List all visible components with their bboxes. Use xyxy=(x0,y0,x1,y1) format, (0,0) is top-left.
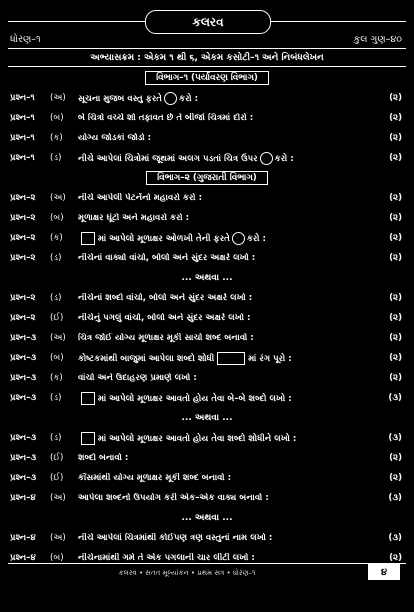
question-number: પ્રશ્ન–૨ xyxy=(10,253,36,263)
question-row xyxy=(8,88,406,108)
question-text-part: કરો : xyxy=(274,153,294,164)
syllabus-banner: અભ્યાસક્રમ : એકમ ૧ થી ૬, એકમ કસોટી–૧ અને નિબંધલેખન xyxy=(8,48,406,67)
question-row xyxy=(8,248,406,268)
or-label: ... અથવા ... xyxy=(181,513,233,523)
question-number: પ્રશ્ન–૪ xyxy=(10,553,36,563)
question-number: પ્રશ્ન–૨ xyxy=(10,313,36,323)
grade-label: ધોરણ–૧ xyxy=(10,34,41,45)
question-row xyxy=(8,488,406,508)
question-text-part: કોષ્ટકમાંથી બાજુમાં આપેલા શબ્દો શોધી xyxy=(78,353,215,364)
section-label: વિભાગ–૧ (પર્યાવરણ વિભાગ) xyxy=(145,71,269,85)
question-marks: (૨) xyxy=(389,373,402,383)
question-text xyxy=(78,352,376,365)
question-text-part: નીચે આપેલાં ચિત્રોમાં જૂથમાં અલગ પડતાં ચિત્ર ઉપર xyxy=(78,153,258,164)
question-number: પ્રશ્ન–૧ xyxy=(10,93,35,103)
question-number: પ્રશ્ન–૧ xyxy=(10,153,35,163)
sub-question-label: (બ) xyxy=(50,113,64,123)
sub-question-label: (ક) xyxy=(50,233,63,243)
question-text-part: મૂળાક્ષર ઘૂંટો અને મહાવરો કરો : xyxy=(78,213,190,223)
or-divider xyxy=(8,408,406,428)
question-marks: (૩) xyxy=(388,393,402,403)
question-row xyxy=(8,468,406,488)
question-text xyxy=(78,152,376,165)
question-marks: (૨) xyxy=(389,193,402,203)
question-number: પ્રશ્ન–૧ xyxy=(10,113,35,123)
question-text xyxy=(78,533,376,543)
question-marks: (૨) xyxy=(389,113,402,123)
sub-question-label: (ડ) xyxy=(50,153,62,163)
footer-text: કલરવ • સતત મૂલ્યાંકન • પ્રથમ સત્ર • ધોરણ–૧ xyxy=(118,569,256,577)
sub-question-label: (અ) xyxy=(50,493,66,503)
question-row xyxy=(8,108,406,128)
question-row xyxy=(8,148,406,168)
sub-question-label: (અ) xyxy=(50,533,66,543)
question-marks: (૨) xyxy=(389,353,402,363)
sub-question-label: (ઈ) xyxy=(50,453,64,463)
question-marks: (૨) xyxy=(389,253,402,263)
question-text xyxy=(78,293,376,303)
question-text-part: યોગ્ય જોડકાં જોડો : xyxy=(78,133,152,143)
question-text xyxy=(78,333,376,343)
question-row xyxy=(8,448,406,468)
question-row xyxy=(8,188,406,208)
question-number: પ્રશ્ન–૨ xyxy=(10,293,36,303)
box-symbol-icon xyxy=(217,352,245,365)
question-number: પ્રશ્ન–૩ xyxy=(10,373,37,383)
or-label: ... અથવા ... xyxy=(181,273,233,283)
question-text xyxy=(78,113,376,123)
question-text xyxy=(78,493,376,503)
sub-question-label: (અ) xyxy=(50,333,66,343)
question-text xyxy=(78,253,376,263)
or-divider xyxy=(8,268,406,288)
question-row xyxy=(8,388,406,408)
sub-question-label: (ડ) xyxy=(50,433,62,443)
question-text xyxy=(78,453,376,463)
section-heading xyxy=(8,168,406,188)
question-marks: (૨) xyxy=(389,333,402,343)
question-text xyxy=(78,373,376,383)
question-text xyxy=(78,193,376,203)
sub-question-label: (બ) xyxy=(50,213,64,223)
question-number: પ્રશ્ન–૩ xyxy=(10,473,37,483)
question-text-part: ચિત્ર જોઈ યોગ્ય મૂળાક્ષર મૂકી સાચો શબ્દ બનાવો : xyxy=(78,333,254,343)
question-number: પ્રશ્ન–૩ xyxy=(10,393,37,403)
question-text-part: કરો : xyxy=(246,233,266,244)
question-marks: (૨) xyxy=(389,293,402,303)
question-number: પ્રશ્ન–૩ xyxy=(10,453,37,463)
question-text-part: માં આપેલો મૂળાક્ષર આવતો હોય તેવા બે–બે શબ્દો લખો : xyxy=(98,393,292,404)
sub-question-label: (અ) xyxy=(50,193,66,203)
question-text xyxy=(78,232,376,245)
question-text xyxy=(78,392,376,405)
or-divider xyxy=(8,508,406,528)
circle-symbol-icon xyxy=(260,152,273,165)
question-text-part: નીચેનું પગલું વાંચો, બોલો અને સુંદર અક્ષરે લખો : xyxy=(78,313,251,323)
question-number: પ્રશ્ન–૩ xyxy=(10,433,37,443)
box-symbol-icon xyxy=(81,392,95,405)
question-number: પ્રશ્ન–૧ xyxy=(10,133,35,143)
box-symbol-icon xyxy=(81,432,95,445)
question-text xyxy=(78,553,376,563)
question-number: પ્રશ્ન–૨ xyxy=(10,213,36,223)
question-text xyxy=(78,213,376,223)
question-marks: (૨) xyxy=(389,233,402,243)
question-text-part: નીચે આપેલાં ચિત્રમાંથી કોઈપણ ત્રણ વસ્તુનાં નામ લખો : xyxy=(78,533,273,543)
question-text xyxy=(78,473,376,483)
worksheet-page xyxy=(8,6,406,606)
question-text-part: નીચે આપેલી પેટર્નનો મહાવરો કરો : xyxy=(78,193,203,203)
question-text-part: શબ્દો બનાવો : xyxy=(78,453,129,463)
question-marks: (૨) xyxy=(389,473,402,483)
question-text-part: સૂચના મુજબ વસ્તુ ફરતે xyxy=(78,93,162,104)
question-marks: (૨) xyxy=(389,213,402,223)
sub-question-label: (ક) xyxy=(50,133,63,143)
question-text-part: માં રંગ પૂરો : xyxy=(248,353,292,364)
question-row xyxy=(8,288,406,308)
section-label: વિભાગ–૨ (ગુજરાતી વિભાગ) xyxy=(146,171,268,185)
sub-question-label: (બ) xyxy=(50,353,64,363)
question-text-part: કૌંસમાંથી યોગ્ય મૂળાક્ષર મૂકી શબ્દ બનાવો : xyxy=(78,473,232,483)
book-title: કલરવ xyxy=(145,10,271,34)
question-row xyxy=(8,368,406,388)
question-row xyxy=(8,528,406,548)
question-text-part: માં આપેલો મૂળાક્ષર ઓળખી તેની ફરતે xyxy=(98,233,230,244)
question-marks: (૨) xyxy=(389,453,402,463)
question-marks: (૩) xyxy=(388,493,402,503)
question-text-part: બે ચિત્રો વચ્ચે શો તફાવત છે તે બીજાં ચિત્રમાં દોરો : xyxy=(78,113,254,123)
question-row xyxy=(8,548,406,568)
sub-question-label: (ડ) xyxy=(50,253,62,263)
question-text xyxy=(78,133,376,143)
question-text xyxy=(78,92,376,105)
question-text-part: માં આપેલો મૂળાક્ષર આવતો હોય તેવા શબ્દો શોધીને લખો : xyxy=(98,433,297,444)
question-marks: (૨) xyxy=(389,313,402,323)
question-text xyxy=(78,313,376,323)
sub-question-label: (ડ) xyxy=(50,393,62,403)
question-marks: (૨) xyxy=(389,93,402,103)
question-number: પ્રશ્ન–૩ xyxy=(10,333,37,343)
sub-question-label: (ઈ) xyxy=(50,313,64,323)
question-text-part: કરો : xyxy=(179,93,199,104)
question-text xyxy=(78,432,376,445)
question-row xyxy=(8,348,406,368)
question-text-part: નીચેનાં શબ્દો વાંચો, બોલો અને સુંદર અક્ષરે લખો : xyxy=(78,293,253,303)
question-number: પ્રશ્ન–૪ xyxy=(10,493,36,503)
total-marks-label: કુલ ગુણ–૪૦ xyxy=(353,34,402,45)
circle-symbol-icon xyxy=(164,92,177,105)
question-row xyxy=(8,228,406,248)
question-number: પ્રશ્ન–૨ xyxy=(10,233,36,243)
question-marks: (૩) xyxy=(388,533,402,543)
question-text-part: નીચેનામાંથી ગમે તે એક પગલાની ચાર લીટી લખો : xyxy=(78,553,255,563)
question-marks: (૨) xyxy=(389,133,402,143)
question-marks: (૩) xyxy=(388,433,402,443)
box-symbol-icon xyxy=(81,232,95,245)
sub-question-label: (ઈ) xyxy=(50,473,64,483)
question-text-part: નીચેનાં વાક્યો વાંચો, બોલો અને સુંદર અક્ષરે લખો : xyxy=(78,253,256,263)
sub-question-label: (અ) xyxy=(50,93,66,103)
question-number: પ્રશ્ન–૩ xyxy=(10,353,37,363)
question-marks: (૨) xyxy=(389,553,402,563)
question-number: પ્રશ્ન–૨ xyxy=(10,193,36,203)
footer-rule xyxy=(8,563,406,564)
page-number: ૪ xyxy=(368,564,400,580)
question-text-part: વાંચો અને ઉદાહરણ પ્રમાણે લખો : xyxy=(78,373,197,383)
question-row xyxy=(8,328,406,348)
question-row xyxy=(8,128,406,148)
question-row xyxy=(8,208,406,228)
circle-symbol-icon xyxy=(232,232,245,245)
sub-question-label: (ક) xyxy=(50,373,63,383)
question-list xyxy=(8,68,406,568)
sub-question-label: (ડ) xyxy=(50,293,62,303)
section-heading xyxy=(8,68,406,88)
question-row xyxy=(8,428,406,448)
question-marks: (૨) xyxy=(389,153,402,163)
question-text-part: આપેલા શબ્દનો ઉપયોગ કરી એક–એક વાક્ય બનાવો : xyxy=(78,493,269,503)
or-label: ... અથવા ... xyxy=(181,413,233,423)
sub-question-label: (બ) xyxy=(50,553,64,563)
question-number: પ્રશ્ન–૪ xyxy=(10,533,36,543)
question-row xyxy=(8,308,406,328)
